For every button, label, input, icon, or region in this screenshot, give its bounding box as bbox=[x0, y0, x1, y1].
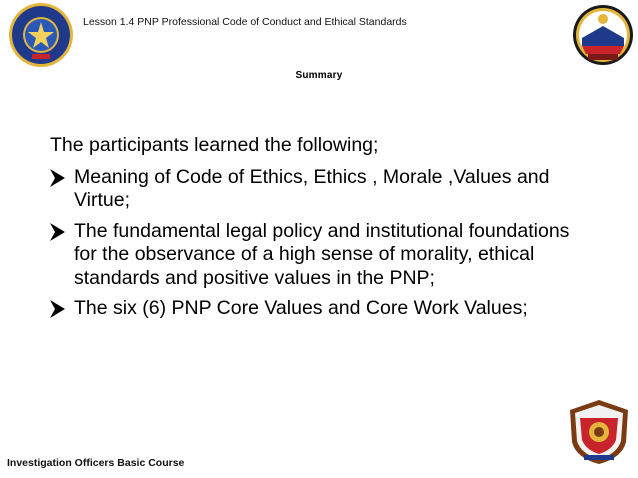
arrowhead-bullet-icon bbox=[50, 223, 65, 241]
course-footer: Investigation Officers Basic Course bbox=[7, 457, 185, 469]
list-item bbox=[50, 220, 580, 291]
training-school-seal-icon bbox=[572, 2, 634, 68]
bullet-text: The six (6) PNP Core Values and Core Work Values; bbox=[74, 297, 528, 319]
lesson-title: Lesson 1.4 PNP Professional Code of Conduct and Ethical Standards bbox=[83, 16, 407, 28]
directorate-for-investigation-seal-icon bbox=[8, 2, 74, 68]
arrowhead-bullet-icon bbox=[50, 169, 65, 187]
list-item bbox=[50, 297, 580, 321]
slide-content bbox=[50, 134, 580, 328]
list-item bbox=[50, 166, 580, 213]
arrowhead-bullet-icon bbox=[50, 300, 65, 318]
pnp-badge-icon bbox=[566, 398, 632, 466]
bullet-text: The fundamental legal policy and institutional foundations for the observance of a high sense of morality, ethical standards and positive values in the PNP; bbox=[74, 219, 570, 289]
summary-heading: Summary bbox=[295, 70, 343, 81]
bullet-list bbox=[50, 166, 580, 321]
bullet-text: Meaning of Code of Ethics, Ethics , Morale ,Values and Virtue; bbox=[74, 165, 550, 211]
intro-text: The participants learned the following; bbox=[50, 134, 379, 156]
